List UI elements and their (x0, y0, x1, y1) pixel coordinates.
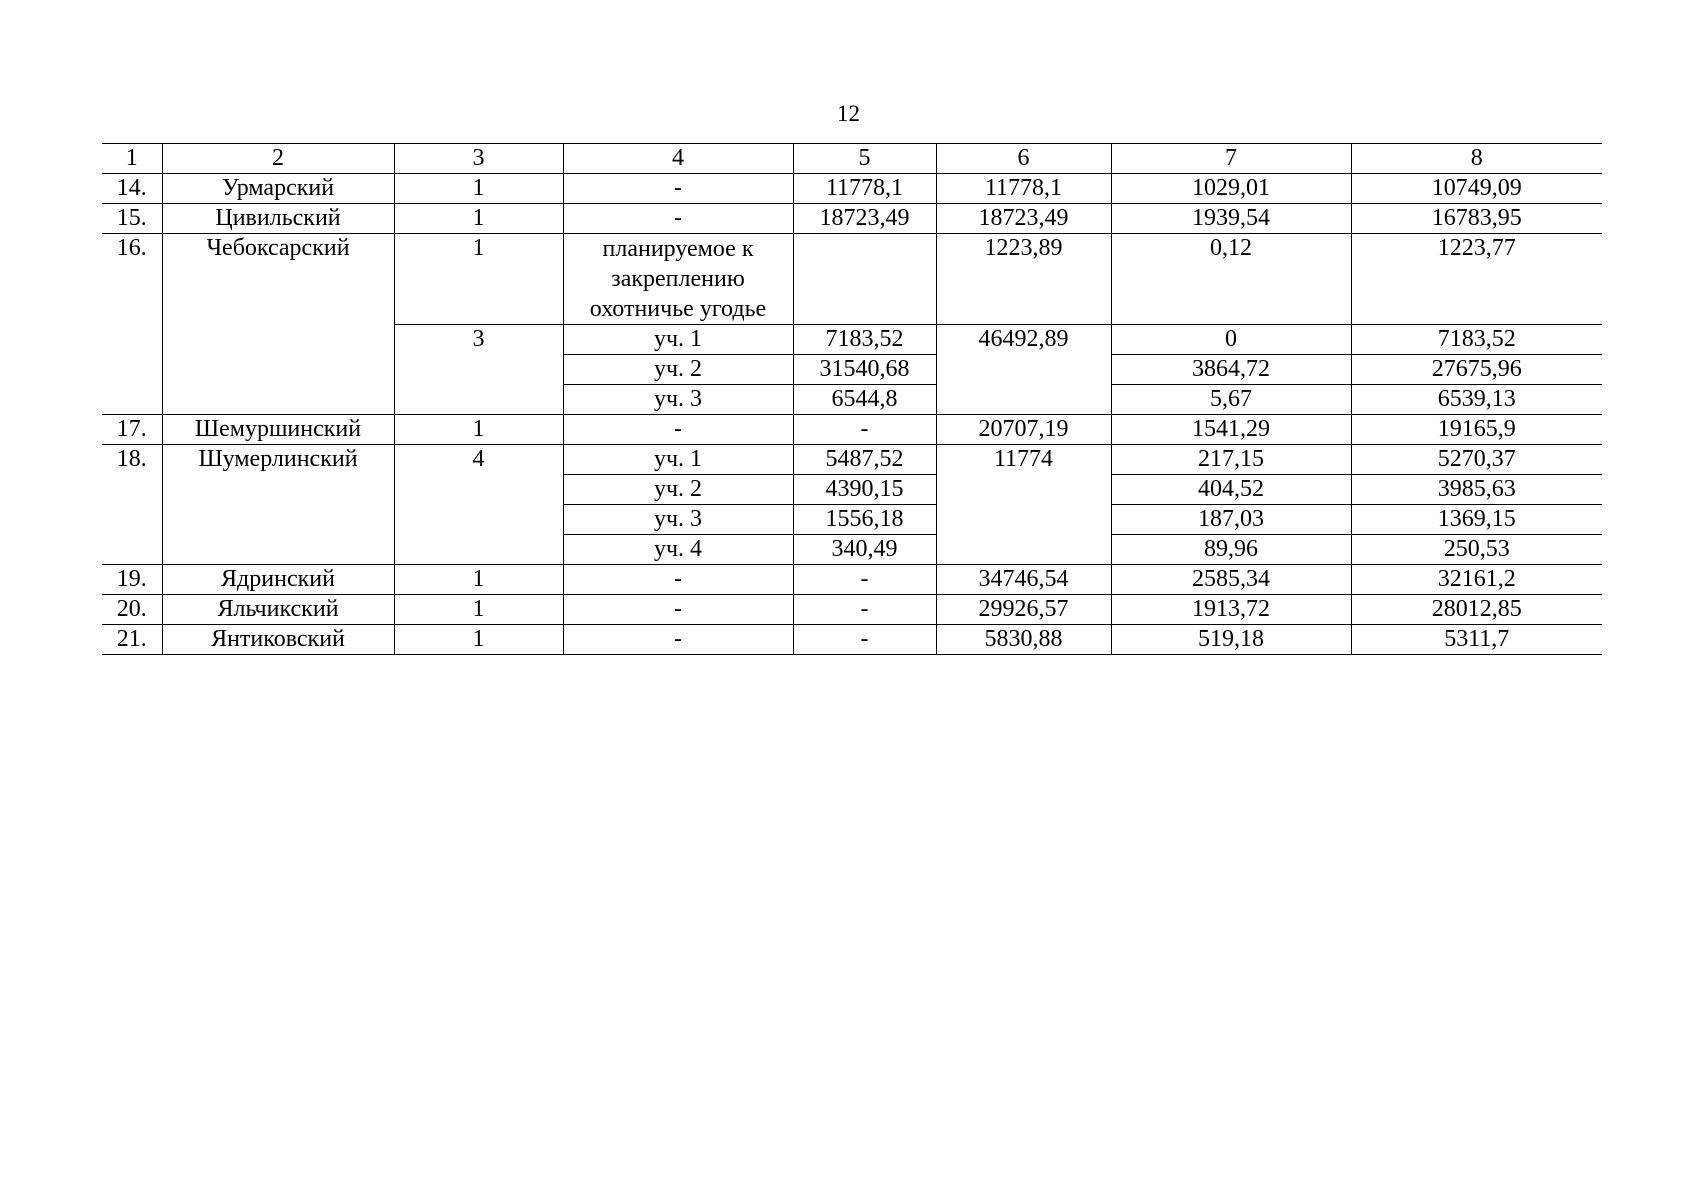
table-cell: 11774 (936, 445, 1111, 565)
table-cell: 11778,1 (793, 174, 936, 204)
table-cell: 3985,63 (1351, 475, 1602, 505)
table-cell: 1 (394, 204, 563, 234)
table-cell: планируемое к закреплению охотничье угодье (563, 234, 793, 325)
table-cell: 217,15 (1111, 445, 1351, 475)
table-cell: 28012,85 (1351, 595, 1602, 625)
table-cell: 20707,19 (936, 415, 1111, 445)
table-cell: 18723,49 (936, 204, 1111, 234)
table-cell: 10749,09 (1351, 174, 1602, 204)
table-row (102, 595, 1602, 625)
table-cell: 1 (394, 415, 563, 445)
table-cell: 6539,13 (1351, 385, 1602, 415)
plot-label: уч. 3 (563, 385, 793, 415)
table-cell: 1029,01 (1111, 174, 1351, 204)
table-cell: 7183,52 (793, 325, 936, 355)
row-number: 19. (102, 565, 162, 595)
table-cell: 404,52 (1111, 475, 1351, 505)
header-cell: 1 (102, 144, 162, 174)
table-cell: - (563, 415, 793, 445)
district-name: Янтиковский (162, 625, 394, 655)
plot-label: уч. 2 (563, 475, 793, 505)
row-number: 18. (102, 445, 162, 565)
table-row (102, 565, 1602, 595)
header-cell: 7 (1111, 144, 1351, 174)
header-cell: 8 (1351, 144, 1602, 174)
table-row (102, 445, 1602, 475)
table-cell: 29926,57 (936, 595, 1111, 625)
table-cell: 7183,52 (1351, 325, 1602, 355)
header-cell: 2 (162, 144, 394, 174)
table-cell: 5270,37 (1351, 445, 1602, 475)
table-row (102, 234, 1602, 325)
table-cell: 3 (394, 325, 563, 415)
table-cell: 5487,52 (793, 445, 936, 475)
table-cell: 4 (394, 445, 563, 565)
table-cell: 250,53 (1351, 535, 1602, 565)
plot-label: уч. 4 (563, 535, 793, 565)
table-cell: 3864,72 (1111, 355, 1351, 385)
header-cell: 3 (394, 144, 563, 174)
district-name: Шумерлинский (162, 445, 394, 565)
table-cell: - (793, 565, 936, 595)
table-cell: 519,18 (1111, 625, 1351, 655)
table-cell: - (793, 415, 936, 445)
table-cell: - (563, 204, 793, 234)
plot-label: уч. 1 (563, 445, 793, 475)
table-cell: 1 (394, 625, 563, 655)
table-cell: 32161,2 (1351, 565, 1602, 595)
row-number: 14. (102, 174, 162, 204)
header-cell: 5 (793, 144, 936, 174)
table-cell: 31540,68 (793, 355, 936, 385)
page-number: 12 (837, 101, 860, 126)
table-cell: 0,12 (1111, 234, 1351, 325)
table-cell: 1369,15 (1351, 505, 1602, 535)
row-number: 20. (102, 595, 162, 625)
district-name: Урмарский (162, 174, 394, 204)
table-cell: 5,67 (1111, 385, 1351, 415)
header-cell: 6 (936, 144, 1111, 174)
header-cell: 4 (563, 144, 793, 174)
table-cell: - (793, 595, 936, 625)
table-cell: 1541,29 (1111, 415, 1351, 445)
row-number: 16. (102, 234, 162, 415)
table-header-row (102, 144, 1602, 174)
table-cell: 4390,15 (793, 475, 936, 505)
table-cell: 5311,7 (1351, 625, 1602, 655)
row-number: 21. (102, 625, 162, 655)
table-cell: - (563, 625, 793, 655)
table-cell: 0 (1111, 325, 1351, 355)
district-name: Цивильский (162, 204, 394, 234)
district-name: Чебоксарский (162, 234, 394, 415)
table-cell: 46492,89 (936, 325, 1111, 415)
district-name: Ядринский (162, 565, 394, 595)
table-cell: 1223,77 (1351, 234, 1602, 325)
table-cell: - (563, 595, 793, 625)
table-cell: 1 (394, 595, 563, 625)
plot-label: уч. 1 (563, 325, 793, 355)
table-cell: - (563, 174, 793, 204)
row-number: 15. (102, 204, 162, 234)
table-cell: 2585,34 (1111, 565, 1351, 595)
table-row (102, 174, 1602, 204)
table-cell: 34746,54 (936, 565, 1111, 595)
district-name: Шемуршинский (162, 415, 394, 445)
table-row (102, 204, 1602, 234)
plot-label: уч. 3 (563, 505, 793, 535)
table-cell: 19165,9 (1351, 415, 1602, 445)
district-name: Яльчикский (162, 595, 394, 625)
table-cell: 16783,95 (1351, 204, 1602, 234)
data-table (102, 143, 1602, 655)
table-cell: 1 (394, 565, 563, 595)
plot-label: уч. 2 (563, 355, 793, 385)
table-cell: 27675,96 (1351, 355, 1602, 385)
table-cell: 187,03 (1111, 505, 1351, 535)
row-number: 17. (102, 415, 162, 445)
table-cell: - (793, 625, 936, 655)
table-cell: 6544,8 (793, 385, 936, 415)
table-cell: 1556,18 (793, 505, 936, 535)
table-cell (793, 234, 936, 325)
table-cell: 1 (394, 234, 563, 325)
table-cell: 5830,88 (936, 625, 1111, 655)
table-row (102, 415, 1602, 445)
table-cell: 1 (394, 174, 563, 204)
table-row (102, 625, 1602, 655)
table-cell: 11778,1 (936, 174, 1111, 204)
table-cell: 1913,72 (1111, 595, 1351, 625)
table-cell: 340,49 (793, 535, 936, 565)
table-cell: - (563, 565, 793, 595)
table-cell: 89,96 (1111, 535, 1351, 565)
table-cell: 1223,89 (936, 234, 1111, 325)
table-cell: 1939,54 (1111, 204, 1351, 234)
table-cell: 18723,49 (793, 204, 936, 234)
